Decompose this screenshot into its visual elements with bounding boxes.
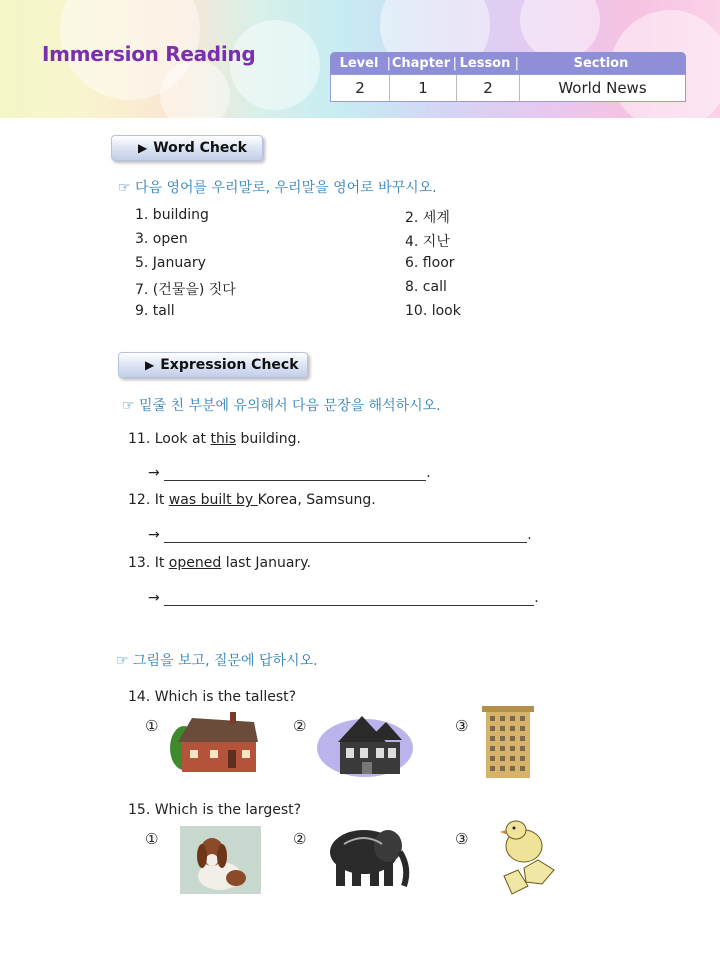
skyscraper-image[interactable] [478, 706, 536, 778]
choice-marker: ③ [455, 717, 469, 735]
header-chapter: Chapter | [388, 56, 454, 71]
header-section: Section [573, 55, 629, 71]
word-item: 10. look [405, 303, 461, 319]
sentence-text: 13. It [128, 555, 169, 571]
period: . [426, 465, 431, 481]
expression-check-instruction: ☞ 밑줄 친 부분에 유의해서 다음 문장을 해석하시오. [122, 398, 441, 414]
value-lesson: 2 [457, 75, 520, 101]
page-title: Immersion Reading [42, 42, 256, 66]
word-item: 8. call [405, 279, 447, 295]
elephant-image[interactable] [324, 824, 414, 888]
picture-instruction: ☞ 그림을 보고, 질문에 답하시오. [116, 653, 318, 669]
play-arrow-icon: ▶ [145, 358, 155, 372]
word-item: 4. 지난 [405, 234, 450, 250]
underlined-phrase: this [210, 431, 237, 447]
value-section: World News [558, 79, 647, 97]
word-item: 5. January [135, 255, 206, 271]
answer-blank[interactable] [164, 466, 426, 481]
cottage-image[interactable] [170, 712, 260, 776]
value-chapter: 1 [390, 75, 457, 101]
word-check-button [111, 135, 263, 161]
period: . [534, 590, 539, 606]
sentence-13 [128, 555, 311, 571]
expression-check-label: Expression Check [160, 357, 299, 373]
chick-image[interactable] [494, 818, 564, 898]
answer-blank[interactable] [164, 591, 534, 606]
word-check-label: Word Check [153, 140, 247, 156]
value-level: 2 [331, 75, 390, 101]
lesson-info-header [330, 52, 686, 74]
underlined-phrase: opened [168, 555, 222, 571]
word-item: 2. 세계 [405, 210, 450, 226]
arrow-icon: → [148, 527, 160, 543]
sentence-text: 11. Look at [128, 431, 211, 447]
expression-check-button [118, 352, 308, 378]
sentence-text: 12. It [128, 492, 169, 508]
question-15: 15. Which is the largest? [128, 802, 302, 818]
arrow-icon: → [148, 590, 160, 606]
arrow-icon: → [148, 465, 160, 481]
answer-line-12[interactable] [148, 527, 532, 543]
choice-marker: ③ [455, 830, 469, 848]
word-item: 1. building [135, 207, 209, 223]
lesson-info-table [330, 52, 686, 102]
sentence-text: building. [236, 431, 302, 447]
dog-image[interactable] [180, 826, 261, 894]
header-lesson: Lesson | [454, 56, 516, 71]
header-level: Level | [330, 56, 388, 71]
word-check-instruction: ☞ 다음 영어를 우리말로, 우리말을 영어로 바꾸시오. [118, 180, 437, 196]
sentence-11 [128, 431, 301, 447]
word-item: 6. floor [405, 255, 455, 271]
choice-marker: ① [145, 717, 159, 735]
word-item: 3. open [135, 231, 188, 247]
choice-marker: ① [145, 830, 159, 848]
sentence-text: last January. [221, 555, 311, 571]
sentence-text: Korea, Samsung. [257, 492, 376, 508]
header-banner [0, 0, 720, 118]
sentence-12 [128, 492, 376, 508]
answer-blank[interactable] [164, 528, 527, 543]
lesson-info-values [330, 74, 686, 102]
period: . [527, 527, 532, 543]
underlined-phrase: was built by [168, 492, 258, 508]
answer-line-13[interactable] [148, 590, 539, 606]
choice-marker: ② [293, 717, 307, 735]
word-item: 7. (건물을) 짓다 [135, 282, 236, 298]
choice-marker: ② [293, 830, 307, 848]
victorian-house-image[interactable] [316, 712, 414, 778]
question-14: 14. Which is the tallest? [128, 689, 297, 705]
answer-line-11[interactable] [148, 465, 431, 481]
word-item: 9. tall [135, 303, 175, 319]
play-arrow-icon: ▶ [138, 141, 148, 155]
